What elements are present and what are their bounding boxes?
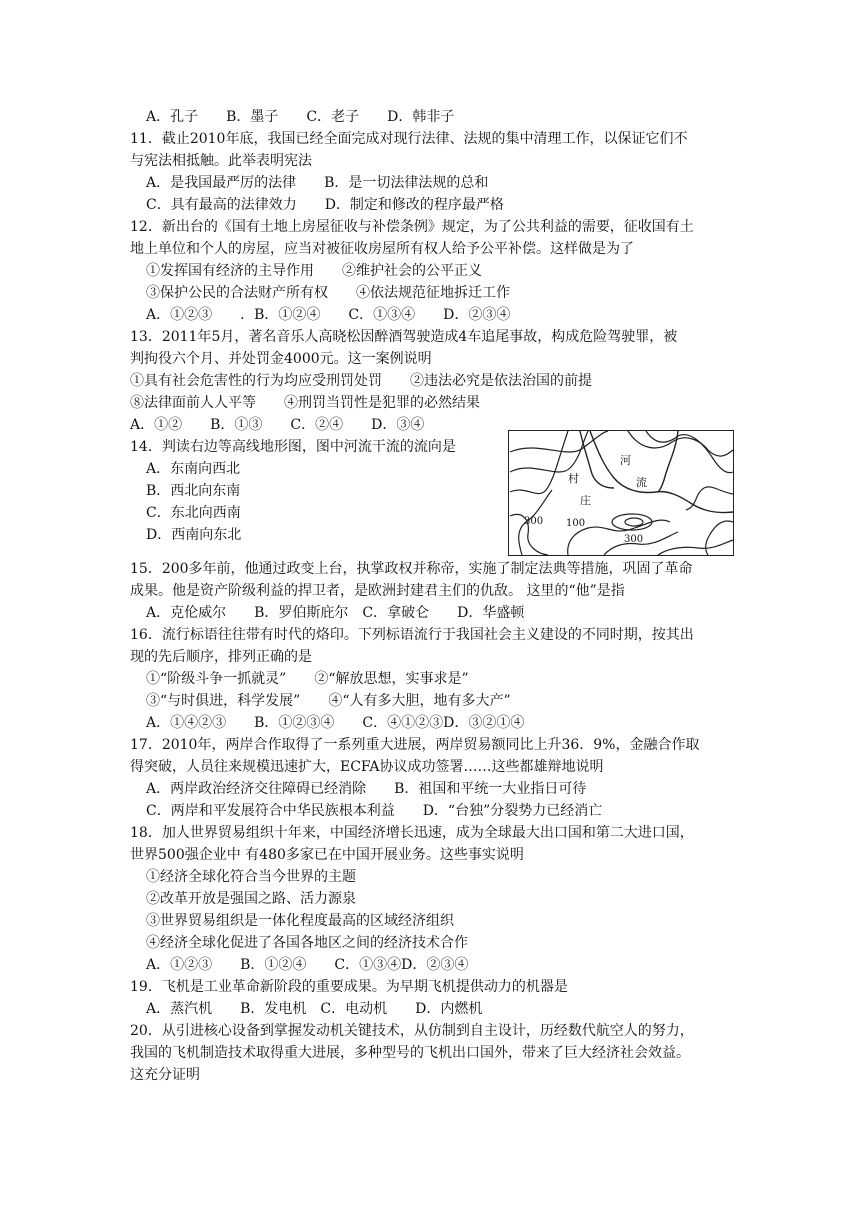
q18-options: A．①②③ B．①②④ C．①③④D．②③④ <box>146 957 469 973</box>
q14-stem: 14．判读右边等高线地形图，图中河流干流的流向是 <box>130 439 456 455</box>
map-label-village-1: 村 <box>568 472 579 485</box>
q11-options-cd: C．具有最高的法律效力 D．制定和修改的程序最严格 <box>146 197 504 213</box>
q11-stem-line2: 与宪法相抵触。此举表明宪法 <box>130 153 312 169</box>
q15-options: A．克伦威尔 B．罗伯斯庇尔 C．拿破仑 D．华盛顿 <box>146 605 525 621</box>
q13-statements-34: ⑧法律面前人人平等 ④刑罚当罚性是犯罪的必然结果 <box>130 395 480 411</box>
map-label-river-2: 流 <box>636 476 647 489</box>
q17-stem-line1: 17．2010年，两岸合作取得了一系列重大进展，两岸贸易额同比上升36．9%，金融合作取 <box>130 737 700 753</box>
map-label-elev-300-left: 300 <box>524 516 544 527</box>
q12-options: A．①②③ ．B．①②④ C．①③④ D．②③④ <box>146 307 511 323</box>
q10-options: A．孔子 B．墨子 C．老子 D．韩非子 <box>146 109 455 125</box>
q14-option-a: A．东南向西北 <box>146 461 241 477</box>
map-label-village-2: 庄 <box>580 494 591 507</box>
q16-options: A．①④②③ B．①②③④ C．④①②③D．③②①④ <box>146 715 525 731</box>
q13-options: A．①② B．①③ C．②④ D．③④ <box>130 417 425 433</box>
q11-stem-line1: 11．截止2010年底，我国已经全面完成对现行法律、法规的集中清理工作，以保证它们不 <box>130 131 688 147</box>
map-label-elev-100: 100 <box>566 518 586 529</box>
q19-stem: 19．飞机是工业革命新阶段的重要成果。为早期飞机提供动力的机器是 <box>130 979 568 995</box>
q11-options-ab: A．是我国最严厉的法律 B．是一切法律法规的总和 <box>146 175 489 191</box>
q12-stem-line1: 12．新出台的《国有土地上房屋征收与补偿条例》规定，为了公共利益的需要，征收国有土 <box>130 219 694 235</box>
q15-stem-line2: 成果。他是资产阶级利益的捍卫者，是欧洲封建君主们的仇敌。 这里的“他”是指 <box>130 583 625 599</box>
q12-statements-12: ①发挥国有经济的主导作用 ②维护社会的公平正义 <box>146 263 482 279</box>
q20-stem-line3: 这充分证明 <box>130 1067 200 1083</box>
q13-stem-line1: 13．2011年5月，著名音乐人高晓松因醉酒驾驶造成4车追尾事故，构成危险驾驶罪，被 <box>130 329 678 345</box>
q13-statements-12: ①具有社会危害性的行为均应受刑罚处罚 ②违法必究是依法治国的前提 <box>130 373 592 389</box>
q16-statements-34: ③“与时俱进，科学发展” ④“人有多大胆，地有多大产” <box>146 693 511 709</box>
q17-options-ab: A．两岸政治经济交往障碍已经消除 B．祖国和平统一大业指日可待 <box>146 781 587 797</box>
q18-statement-2: ②改革开放是强国之路、活力源泉 <box>146 891 356 907</box>
q18-statement-4: ④经济全球化促进了各国各地区之间的经济技术合作 <box>146 935 468 951</box>
q12-statements-34: ③保护公民的合法财产所有权 ④依法规范征地拆迁工作 <box>146 285 510 301</box>
q18-statement-1: ①经济全球化符合当今世界的主题 <box>146 869 356 885</box>
q18-stem-line1: 18．加人世界贸易组织十年来，中国经济增长迅速，成为全球最大出口国和第二大进口国， <box>130 825 694 841</box>
q12-stem-line2: 地上单位和个人的房屋，应当对被征收房屋所有权人给予公平补偿。这样做是为了 <box>130 241 634 257</box>
q16-statements-12: ①“阶级斗争一抓就灵” ②“解放思想，实事求是” <box>146 671 469 687</box>
q14-option-d: D．西南向东北 <box>146 527 242 543</box>
q15-stem-line1: 15．200多年前，他通过政变上台，执掌政权并称帝，实施了制定法典等措施，巩固了革命 <box>130 561 693 577</box>
map-label-elev-300-right: 300 <box>624 534 644 545</box>
q19-options: A．蒸汽机 B．发电机 C．电动机 D．内燃机 <box>146 1001 483 1017</box>
map-label-river-1: 河 <box>620 454 631 467</box>
q16-stem-line2: 现的先后顺序，排列正确的是 <box>130 649 312 665</box>
q20-stem-line2: 我国的飞机制造技术取得重大进展，多种型号的飞机出口国外，带来了巨大经济社会效益。 <box>130 1045 690 1061</box>
q14-option-b: B．西北向东南 <box>146 483 241 499</box>
q18-statement-3: ③世界贸易组织是一体化程度最高的区域经济组织 <box>146 913 454 929</box>
q13-stem-line2: 判拘役六个月、并处罚金4000元。这一案例说明 <box>130 351 432 367</box>
q17-stem-line2: 得突破，人员往来规模迅速扩大，ECFA协议成功签署……这些都雄辩地说明 <box>130 759 604 775</box>
q18-stem-line2: 世界500强企业中 有480多家已在中国开展业务。这些事实说明 <box>130 847 524 863</box>
contour-map-figure <box>508 430 734 556</box>
q16-stem-line1: 16．流行标语往往带有时代的烙印。下列标语流行于我国社会主义建设的不同时期，按其出 <box>130 627 694 643</box>
q20-stem-line1: 20．从引进核心设备到掌握发动机关键技术，从仿制到自主设计，历经数代航空人的努力， <box>130 1023 694 1039</box>
q14-option-c: C．东北向西南 <box>146 505 241 521</box>
q17-options-cd: C．两岸和平发展符合中华民族根本利益 D．“台独”分裂势力已经消亡 <box>146 803 603 819</box>
